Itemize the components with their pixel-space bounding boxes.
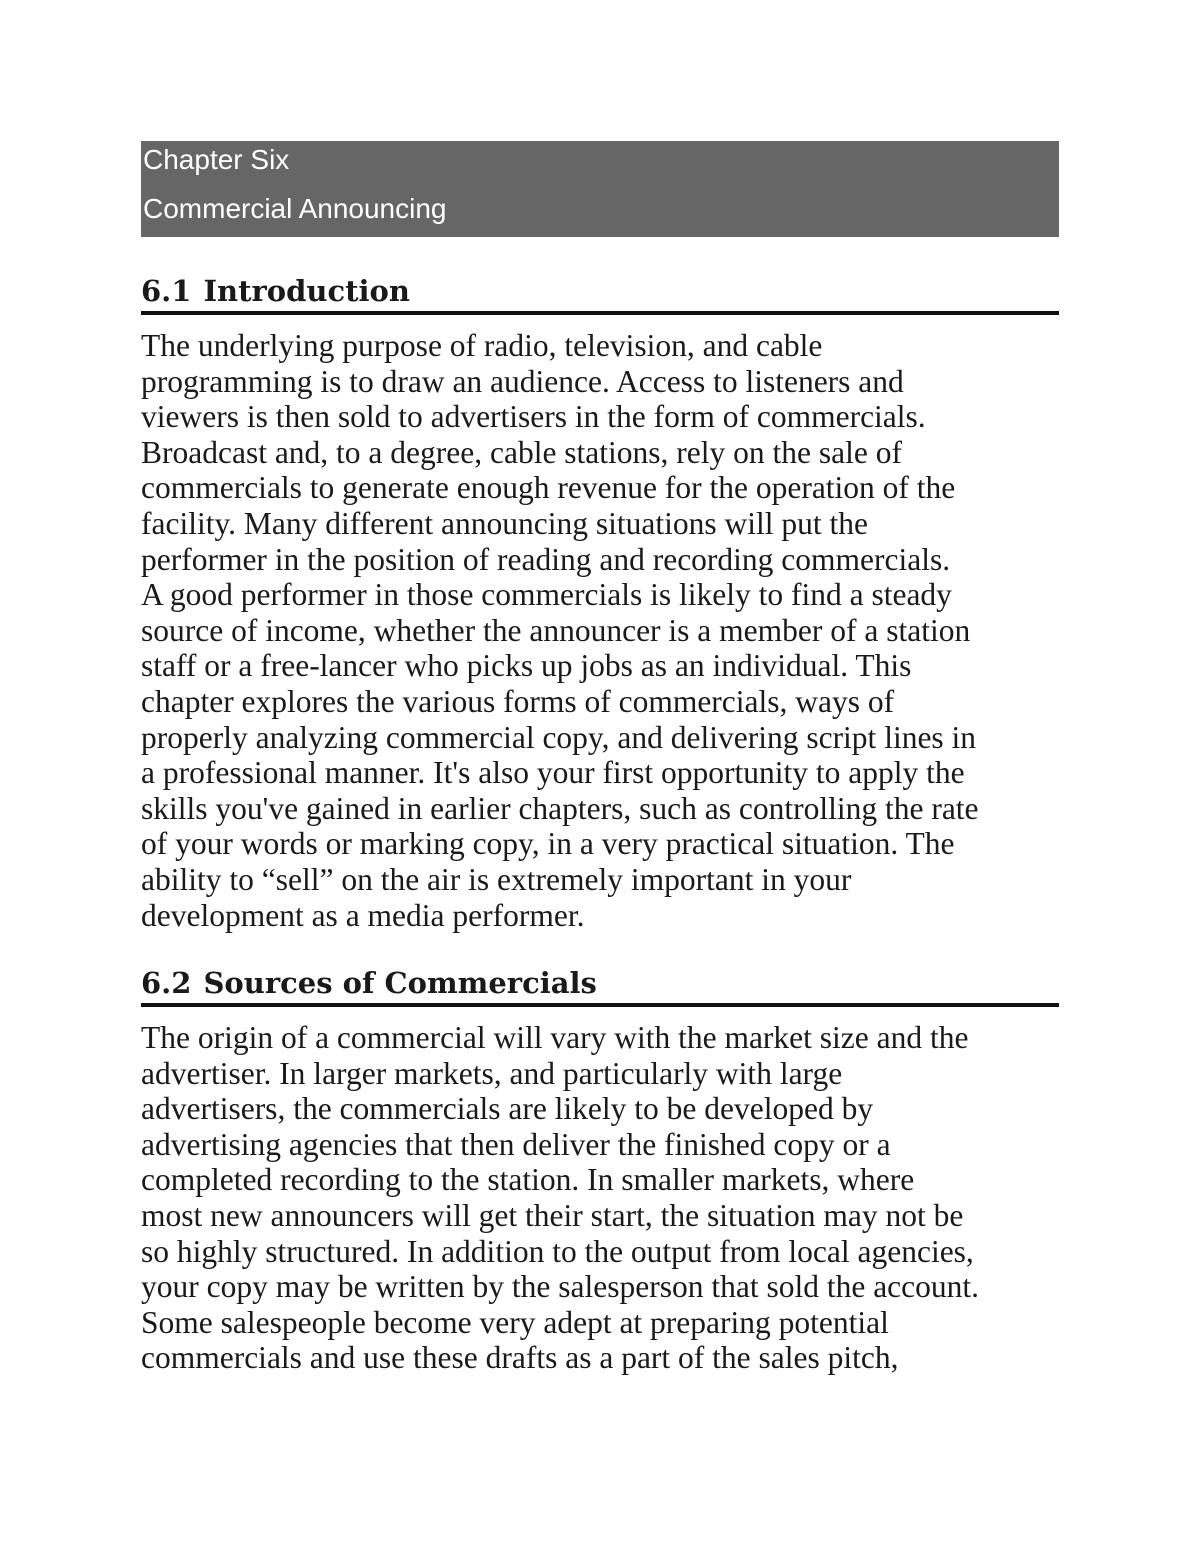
section-number: 6.1 [141,274,192,308]
text-line: staff or a free-lancer who picks up jobs as an individual. This [141,648,912,684]
text-line: facility. Many different announcing situations will put the [141,505,868,541]
text-line: performer in the position of reading and recording commercials. [141,541,951,577]
chapter-label: Chapter Six [143,144,290,175]
text-line: a professional manner. It's also your first opportunity to apply the [141,755,965,791]
text-line: skills you've gained in earlier chapters, such as controlling the rate [141,790,979,826]
section-title: Sources of Commercials [203,966,597,1001]
text-line: source of income, whether the announcer is a member of a station [141,612,971,648]
text-line: development as a media performer. [141,897,585,933]
text-line: of your words or marking copy, in a very practical situation. The [141,826,955,862]
text-line: ability to “sell” on the air is extremely important in your [141,861,852,897]
text-line: commercials and use these drafts as a part of the sales pitch, [141,1340,899,1376]
section-heading-sources-of-commercials [141,965,1059,1007]
text-line: programming is to draw an audience. Access to listeners and [141,363,904,399]
section-body-introduction [141,328,1059,933]
text-line: properly analyzing commercial copy, and delivering script lines in [141,719,977,755]
text-line: commercials to generate enough revenue for the operation of the [141,470,956,506]
text-line: advertiser. In larger markets, and particularly with large [141,1055,843,1091]
text-line: so highly structured. In addition to the output from local agencies, [141,1233,974,1269]
text-line: advertising agencies that then deliver the finished copy or a [141,1126,891,1162]
text-line: The underlying purpose of radio, television, and cable [141,328,823,363]
document-page [141,141,1059,1376]
section-title: Introduction [203,274,410,308]
chapter-banner [141,141,1059,237]
text-line: The origin of a commercial will vary with the market size and the [141,1020,969,1056]
text-line: completed recording to the station. In smaller markets, where [141,1162,915,1198]
text-line: chapter explores the various forms of commercials, ways of [141,683,895,719]
chapter-title: Commercial Announcing [143,193,447,224]
text-line: advertisers, the commercials are likely to be developed by [141,1091,874,1127]
text-line: viewers is then sold to advertisers in the form of commercials. [141,399,926,435]
section-heading-introduction [141,273,1059,315]
text-line: Broadcast and, to a degree, cable stations, rely on the sale of [141,434,902,470]
text-line: your copy may be written by the salesperson that sold the account. [141,1269,980,1305]
section-number: 6.2 [141,966,192,1001]
text-line: A good performer in those commercials is likely to find a steady [141,577,952,613]
text-line: Some salespeople become very adept at preparing potential [141,1304,889,1340]
text-line: most new announcers will get their start, the situation may not be [141,1198,964,1234]
section-body-sources-of-commercials [141,1020,1059,1376]
